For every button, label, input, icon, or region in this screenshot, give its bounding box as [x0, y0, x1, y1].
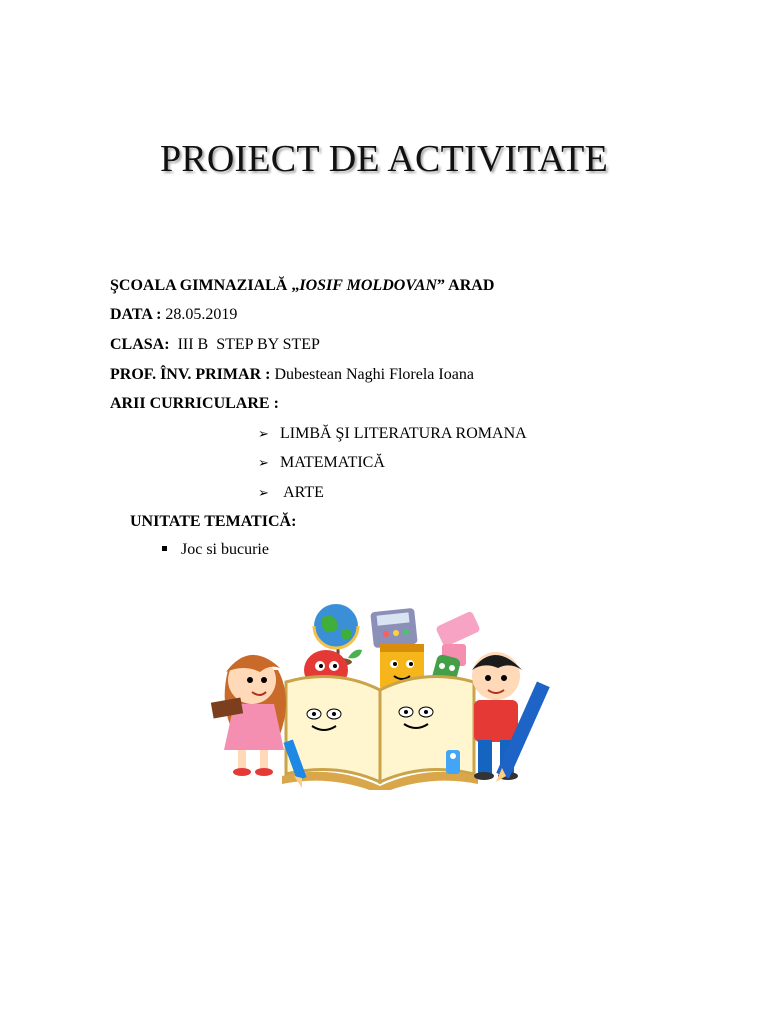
- arrowhead-bullet-icon: ➢: [258, 485, 269, 500]
- curricular-item: [258, 424, 527, 444]
- pencil-icon: [446, 750, 460, 774]
- date-value: 28.05.2019: [161, 306, 238, 323]
- kids-reading-book-illustration: [190, 600, 570, 790]
- unit-item-label: Joc si bucurie: [181, 541, 269, 558]
- teacher-value: Dubestean Naghi Florela Ioana: [270, 366, 474, 383]
- school-line: [110, 276, 494, 296]
- arrowhead-bullet-icon: ➢: [258, 426, 269, 441]
- unit-item: [162, 540, 269, 560]
- school-name: IOSIF MOLDOVAN: [299, 277, 438, 294]
- class-value: III B STEP BY STEP: [169, 336, 320, 353]
- school-prefix: ŞCOALA GIMNAZIALĂ „: [110, 277, 300, 294]
- curricular-item: [258, 453, 385, 473]
- curricular-line: [110, 394, 279, 414]
- curricular-label: ARII CURRICULARE :: [110, 395, 279, 412]
- curricular-item-label: ARTE: [280, 484, 324, 501]
- date-label: DATA :: [110, 306, 162, 323]
- class-line: [110, 335, 320, 355]
- teacher-label: PROF. ÎNV. PRIMAR :: [110, 366, 271, 383]
- calculator-icon: [370, 608, 418, 648]
- unit-label: UNITATE TEMATICĂ:: [130, 513, 297, 530]
- arrowhead-bullet-icon: ➢: [258, 455, 269, 470]
- school-suffix: ” ARAD: [437, 277, 495, 294]
- girl-reading-icon: [211, 655, 286, 776]
- curricular-item-label: LIMBĂ ŞI LITERATURA ROMANA: [280, 425, 527, 442]
- curricular-item: [258, 483, 324, 503]
- document-title: PROIECT DE ACTIVITATE: [160, 138, 608, 180]
- curricular-item-label: MATEMATICĂ: [280, 454, 385, 471]
- square-bullet-icon: [162, 546, 167, 551]
- class-label: CLASA:: [110, 336, 170, 353]
- teacher-line: [110, 365, 474, 385]
- date-line: [110, 305, 237, 325]
